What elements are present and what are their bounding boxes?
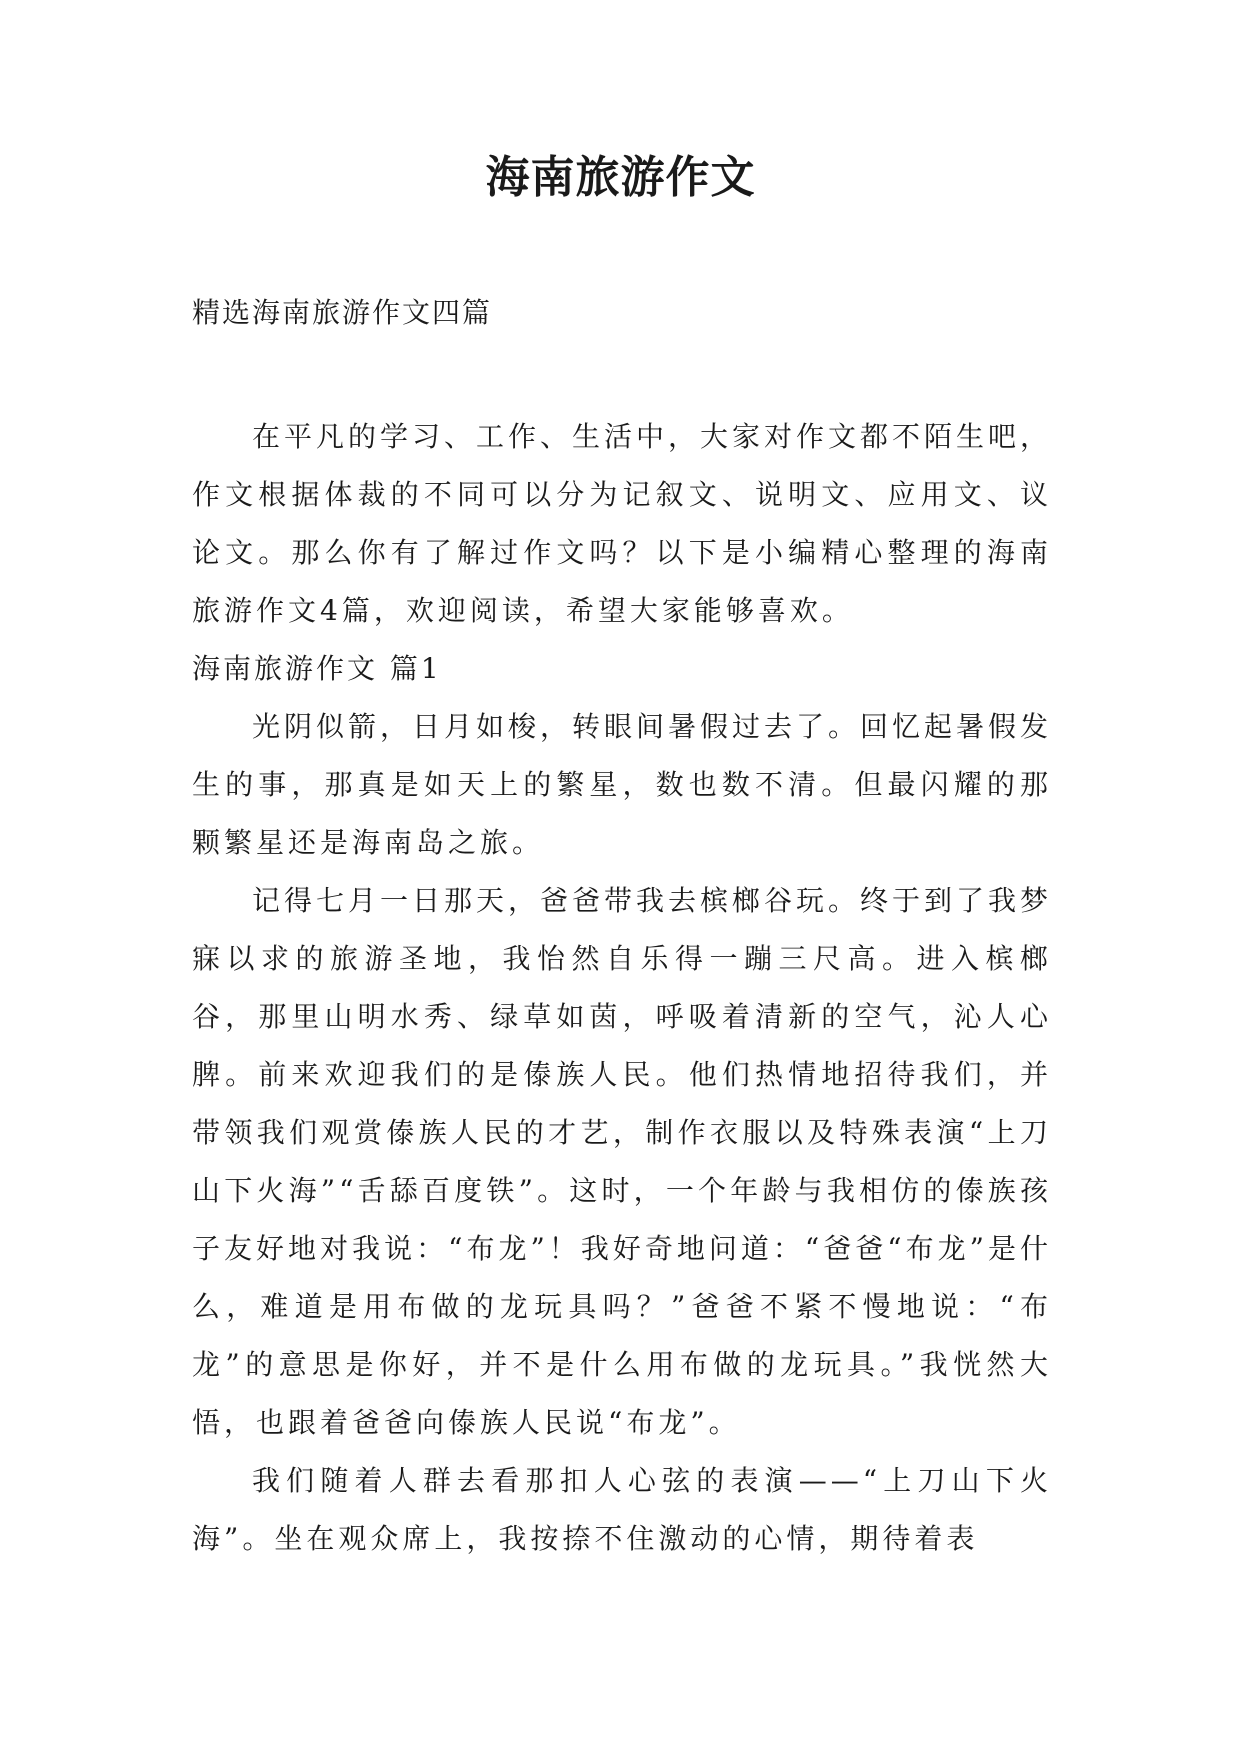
intro-paragraph: 在平凡的学习、工作、生活中，大家对作文都不陌生吧，作文根据体裁的不同可以分为记叙文、说明文、应用文、议论文。那么你有了解过作文吗？以下是小编精心整理的海南旅游作文4篇，欢迎阅读，希望大家能够喜欢。 — [192, 420, 1053, 627]
body-paragraph: 光阴似箭，日月如梭，转眼间暑假过去了。回忆起暑假发生的事，那真是如天上的繁星，数也数不清。但最闪耀的那颗繁星还是海南岛之旅。 — [192, 710, 1053, 859]
document-title: 海南旅游作文 — [485, 152, 756, 203]
body-paragraph: 记得七月一日那天，爸爸带我去槟榔谷玩。终于到了我梦寐以求的旅游圣地，我怡然自乐得一蹦三尺高。进入槟榔谷，那里山明水秀、绿草如茵，呼吸着清新的空气，沁人心脾。前来欢迎我们的是傣族人民。他们热情地招待我们，并带领我们观赏傣族人民的才艺，制作衣服以及特殊表演“上刀山下火海”“舌舔百度铁”。这时，一个年龄与我相仿的傣族孩子友好地对我说：“布龙”！我好奇地问道：“爸爸“布龙”是什么，难道是用布做的龙玩具吗？”爸爸不紧不慢地说：“布龙”的意思是你好，并不是什么用布做的龙玩具。”我恍然大悟，也跟着爸爸向傣族人民说“布龙”。 — [192, 884, 1053, 1439]
body-paragraph: 我们随着人群去看那扣人心弦的表演——“上刀山下火海”。坐在观众席上，我按捺不住激动的心情，期待着表 — [192, 1464, 1052, 1555]
document-subtitle: 精选海南旅游作文四篇 — [192, 296, 493, 329]
document-body — [192, 408, 1052, 1568]
section-heading: 海南旅游作文 篇1 — [192, 652, 442, 685]
